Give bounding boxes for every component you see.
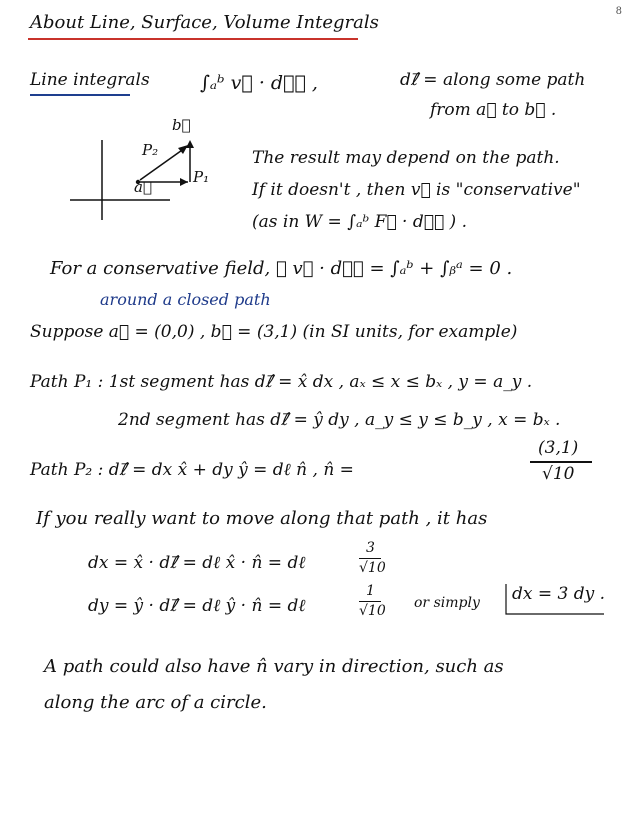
dx-frac-num: 3 <box>366 540 375 556</box>
dx-frac-bar <box>359 558 381 559</box>
dx-3dy-box <box>504 580 608 620</box>
arc-line-2: along the arc of a circle. <box>44 692 267 713</box>
path-diagram <box>60 110 250 230</box>
suppose-line: Suppose a⃗ = (0,0) , b⃗ = (3,1) (in SI units, for example) <box>30 322 518 342</box>
path1-line-1: Path P₁ : 1st segment has dℓ⃗ = x̂ dx , aₓ ≤ x ≤ bₓ , y = a_y . <box>30 372 533 392</box>
line-integral-expr: ∫ₐᵇ v⃗ · dℓ⃗ , <box>200 72 318 94</box>
b-label: b⃗ <box>172 116 191 134</box>
arc-line-1: A path could also have n̂ vary in direction, such as <box>44 656 504 677</box>
dy-line: dy = ŷ · dℓ⃗ = dℓ ŷ · n̂ = dℓ <box>88 596 306 616</box>
dl-def-2: from a⃗ to b⃗ . <box>430 100 557 120</box>
n-hat-denominator: √10 <box>542 464 575 484</box>
n-hat-fraction-bar <box>530 461 592 463</box>
section-heading: Line integrals <box>30 70 150 90</box>
dx-3dy: dx = 3 dy . <box>512 584 606 604</box>
page-title: About Line, Surface, Volume Integrals <box>30 12 379 33</box>
or-simply: or simply <box>414 595 480 611</box>
conservative-line: For a conservative field, ∮ v⃗ · dℓ⃗ = ∫ₐᵇ + ∫ᵦᵃ = 0 . <box>50 258 513 279</box>
dy-frac-bar <box>359 601 381 602</box>
path2-line: Path P₂ : dℓ⃗ = dx x̂ + dy ŷ = dℓ n̂ , n̂ = <box>30 460 354 480</box>
dx-frac-den: √10 <box>359 560 386 576</box>
n-hat-numerator: (3,1) <box>538 438 579 458</box>
dy-frac-den: √10 <box>359 603 386 619</box>
dy-frac-num: 1 <box>366 583 375 599</box>
a-label: a⃗ <box>134 178 152 196</box>
dl-def-1: dℓ⃗ = along some path <box>400 70 586 90</box>
result-line-2: If it doesn't , then v⃗ is "conservative" <box>252 180 581 200</box>
dx-line: dx = x̂ · dℓ⃗ = dℓ x̂ · n̂ = dℓ <box>88 553 306 573</box>
section-underline <box>30 94 130 96</box>
title-underline <box>28 38 358 40</box>
move-line: If you really want to move along that path , it has <box>36 508 488 529</box>
closed-path-note: around a closed path <box>100 290 271 309</box>
result-line-3: (as in W = ∫ₐᵇ F⃗ · dℓ⃗ ) . <box>252 212 467 232</box>
p1-label: P₁ <box>193 168 210 186</box>
p2-label: P₂ <box>142 141 159 159</box>
result-line-1: The result may depend on the path. <box>252 148 560 168</box>
path1-line-2: 2nd segment has dℓ⃗ = ŷ dy , a_y ≤ y ≤ b_y , x = bₓ . <box>118 410 561 430</box>
page-number: 8 <box>615 6 622 17</box>
